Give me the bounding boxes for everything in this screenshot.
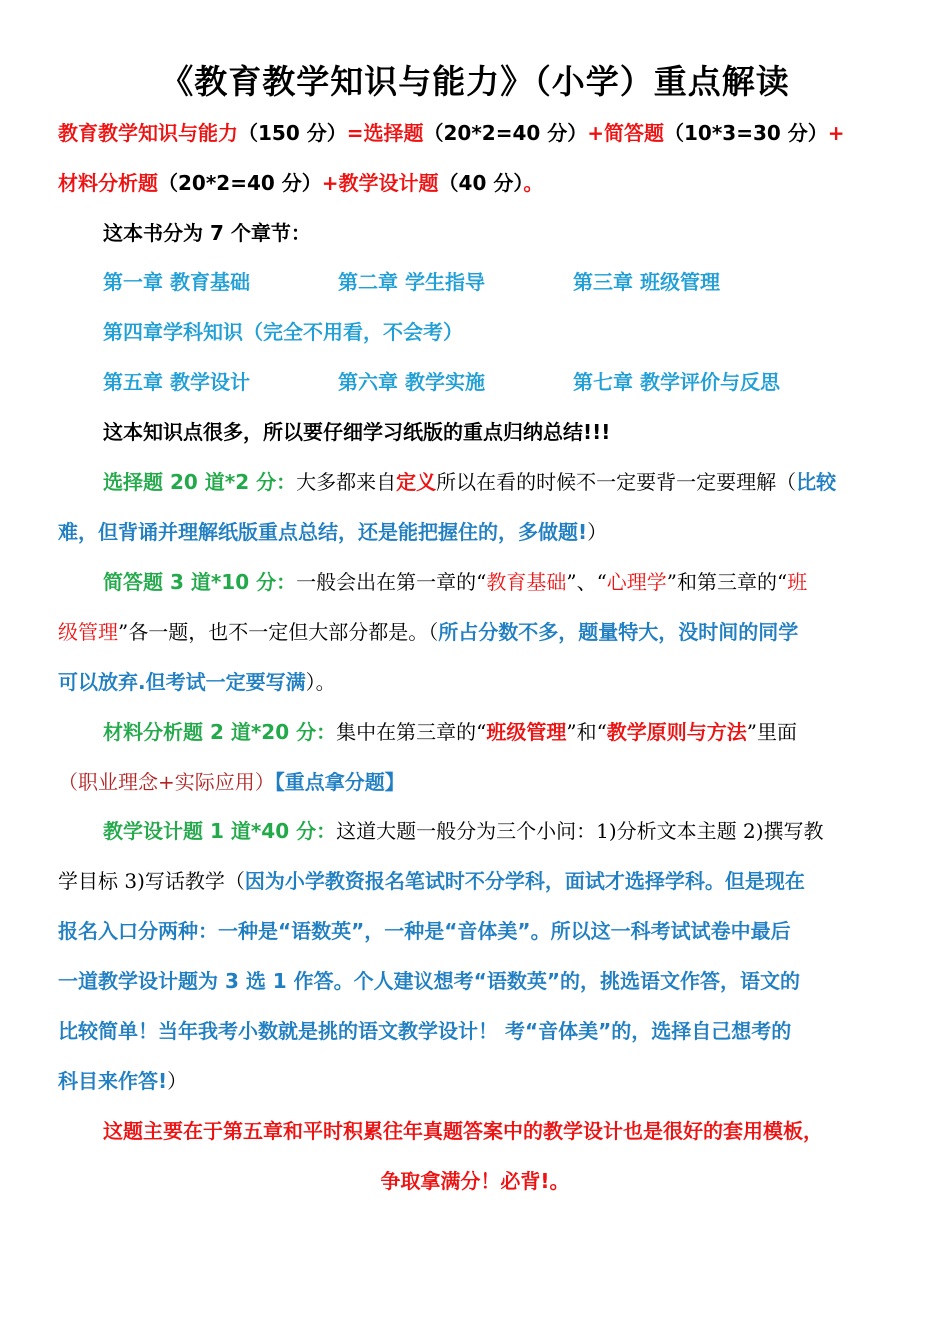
- design-section-line-3: 报名入口分两种：一种是“语数英”，一种是“音体美”。所以这一科考试试卷中最后: [58, 919, 791, 943]
- plus-sign: +: [827, 121, 845, 145]
- short-highlight: 可以放弃.但考试一定要写满: [58, 670, 306, 694]
- short-text: ”各一题，也不一定但大部分都是。（: [118, 620, 439, 644]
- design-label: 教学设计题 1 道*40 分：: [103, 819, 337, 843]
- short-highlight: 所占分数不多，题量特大，没时间的同学: [438, 620, 799, 644]
- many-points-note: 这本知识点很多，所以要仔细学习纸版的重点归纳总结!!!: [103, 420, 611, 444]
- exam-name: 教育教学知识与能力: [58, 121, 238, 145]
- choice-highlight: 难，但背诵并理解纸版重点总结，还是能把握住的，多做题!: [58, 520, 588, 544]
- chapter-6: 第六章 教学实施: [338, 370, 485, 394]
- design-section-line-5: 比较简单！当年我考小数就是挑的语文教学设计！ 考“音体美”的，选择自己想考的: [58, 1019, 792, 1043]
- material-text: ”和“: [566, 720, 607, 744]
- short-section-line-2: [58, 617, 798, 647]
- choice-text: ）: [587, 520, 608, 544]
- material-part: 材料分析题: [58, 171, 158, 195]
- design-score: （40 分）: [438, 171, 524, 195]
- design-section-line-1: [103, 816, 824, 846]
- short-label: 简答题 3 道*10 分：: [103, 570, 297, 594]
- choice-score: （20*2=40 分）: [423, 121, 588, 145]
- short-part: +简答题: [587, 121, 665, 145]
- short-keyword: 级管理: [58, 620, 118, 644]
- material-section-line-1: [103, 717, 797, 747]
- material-score: （20*2=40 分）: [158, 171, 322, 195]
- choice-section-line-2: [58, 517, 607, 547]
- chapter-1: 第一章 教育基础: [103, 270, 250, 294]
- design-section-line-4: 一道教学设计题为 3 选 1 作答。个人建议想考“语数英”的，挑选语文作答，语文的: [58, 969, 800, 993]
- short-text: ”、“: [566, 570, 607, 594]
- design-text: ）: [167, 1069, 188, 1093]
- closing-line-1: 这题主要在于第五章和平时积累往年真题答案中的教学设计也是很好的套用模板，: [103, 1119, 823, 1143]
- choice-keyword: 定义: [396, 470, 437, 494]
- short-text: 一般会出在第一章的“: [296, 570, 487, 594]
- chapter-2: 第二章 学生指导: [338, 270, 485, 294]
- closing-line-2: 争取拿满分！必背!。: [380, 1169, 570, 1193]
- choice-label: 选择题 20 道*2 分：: [103, 470, 297, 494]
- chapter-5: 第五章 教学设计: [103, 370, 250, 394]
- material-keyword: 教学原则与方法: [606, 720, 747, 744]
- short-keyword: 班: [787, 570, 808, 594]
- design-section-line-6: [58, 1066, 187, 1096]
- material-text: 集中在第三章的“: [336, 720, 487, 744]
- total-score: （150 分）: [238, 121, 347, 145]
- design-highlight: 因为小学教资报名笔试时不分学科，面试才选择学科。但是现在: [244, 869, 805, 893]
- design-text: 学目标 3)写话教学（: [58, 869, 245, 893]
- material-highlight: 【重点拿分题】: [274, 770, 405, 794]
- score-summary-line-2: [58, 168, 543, 198]
- design-text: 这道大题一般分为三个小问：1)分析文本主题 2)撰写教: [336, 819, 824, 843]
- short-text: ”和第三章的“: [666, 570, 788, 594]
- short-text: ）。: [305, 670, 336, 694]
- score-summary-line-1: [58, 118, 845, 148]
- material-section-line-2: [58, 767, 405, 797]
- book-intro: 这本书分为 7 个章节：: [103, 221, 311, 245]
- choice-part: =选择题: [346, 121, 424, 145]
- choice-highlight: 比较: [796, 470, 837, 494]
- short-section-line-3: [58, 667, 336, 697]
- short-score: （10*3=30 分）: [664, 121, 828, 145]
- material-note: （职业理念+实际应用）: [58, 770, 275, 794]
- chapter-3: 第三章 班级管理: [573, 270, 720, 294]
- material-label: 材料分析题 2 道*20 分：: [103, 720, 337, 744]
- design-highlight: 科目来作答!: [58, 1069, 168, 1093]
- choice-text: 所以在看的时候不一定要背一定要理解（: [436, 470, 797, 494]
- choice-text: 大多都来自: [296, 470, 397, 494]
- page-title: 《教育教学知识与能力》（小学）重点解读: [160, 62, 790, 101]
- design-part: +教学设计题: [321, 171, 439, 195]
- chapter-7: 第七章 教学评价与反思: [573, 370, 780, 394]
- period: 。: [523, 171, 544, 195]
- choice-section-line-1: [103, 467, 836, 497]
- short-keyword: 教育基础: [486, 570, 567, 594]
- short-section-line-1: [103, 567, 807, 597]
- design-section-line-2: [58, 866, 805, 896]
- short-keyword: 心理学: [606, 570, 667, 594]
- material-text: ”里面: [746, 720, 798, 744]
- material-keyword: 班级管理: [486, 720, 567, 744]
- chapter-4: 第四章学科知识（完全不用看，不会考）: [103, 320, 463, 344]
